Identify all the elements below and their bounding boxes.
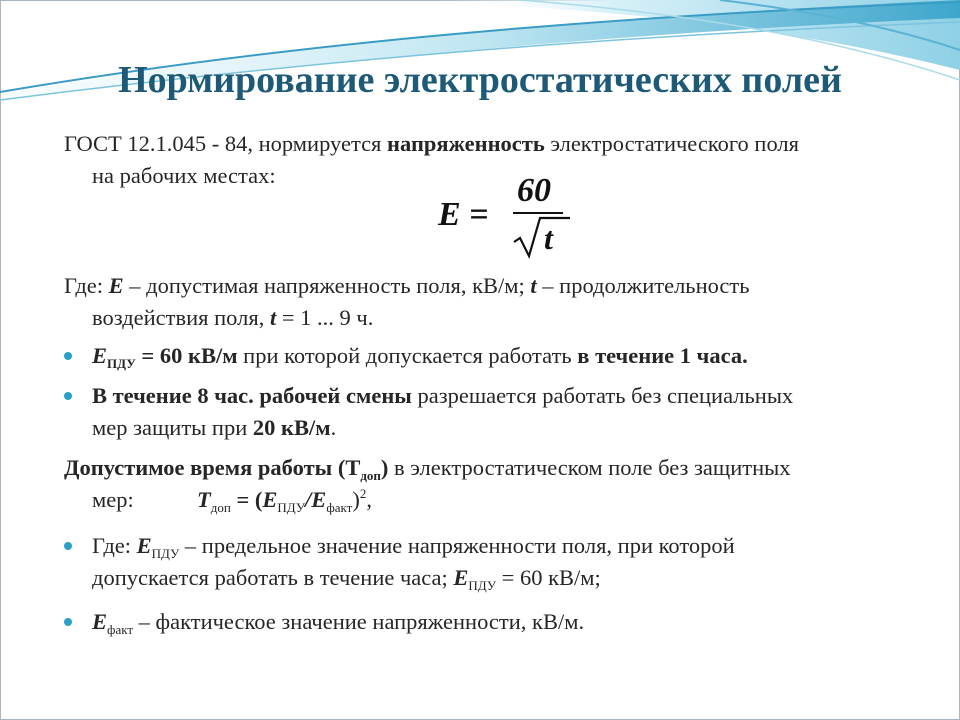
intro-line-2: на рабочих местах: <box>92 163 276 188</box>
allowed-time-formula-line: мер: $T_{доп} = (E_{ПДУ}/E_{факт})^2$, <box>92 486 372 515</box>
bullet-item-pdu: $E_{ПДУ} = 60$ кВ/м при которой допускается работать в течение 1 часа. <box>64 340 944 372</box>
bullet-dot-icon <box>64 542 72 550</box>
slide-title: Нормирование электростатических полей <box>118 59 842 101</box>
where-paragraph <box>64 270 944 334</box>
bullet-item-actual: $E_{факт}$ – фактическое значение напряженности, кВ/м. <box>64 606 944 638</box>
fraction-bar <box>513 212 563 214</box>
intro-line-1: ГОСТ 12.1.045 - 84, нормируется напряженность электростатического поля <box>64 131 799 156</box>
bullet-dot-icon <box>64 618 72 626</box>
where-line-1: Где: E – допустимая напряженность поля, кВ/м; t – продолжительность <box>64 273 750 298</box>
bullet-dot-icon <box>64 392 72 400</box>
square-root-icon <box>512 216 572 260</box>
bullet-item-pdu-definition: Где: $E_{ПДУ}$ – предельное значение напряженности поля, при которой допускается работать в течение часа; $E_{ПДУ} = 60$ кВ/м; <box>64 530 944 594</box>
bullet-dot-icon <box>64 352 72 360</box>
formula-denominator: t <box>544 220 553 256</box>
formula-numerator: 60 <box>517 172 551 209</box>
intensity-formula <box>438 172 578 264</box>
where-line-2: воздействия поля, t = 1 ... 9 ч. <box>92 305 374 330</box>
bold-term-intensity: напряженность <box>387 131 545 156</box>
formula-lhs: E = <box>438 196 489 233</box>
allowed-time-line-1: Допустимое время работы $(Т_{доп})$ в электростатическом поле без защитных <box>64 455 791 483</box>
bullet-item-shift: В течение 8 час. рабочей смены разрешается работать без специальных мер защиты при 20 кВ/м. <box>64 380 944 444</box>
allowed-time-paragraph <box>64 452 944 516</box>
